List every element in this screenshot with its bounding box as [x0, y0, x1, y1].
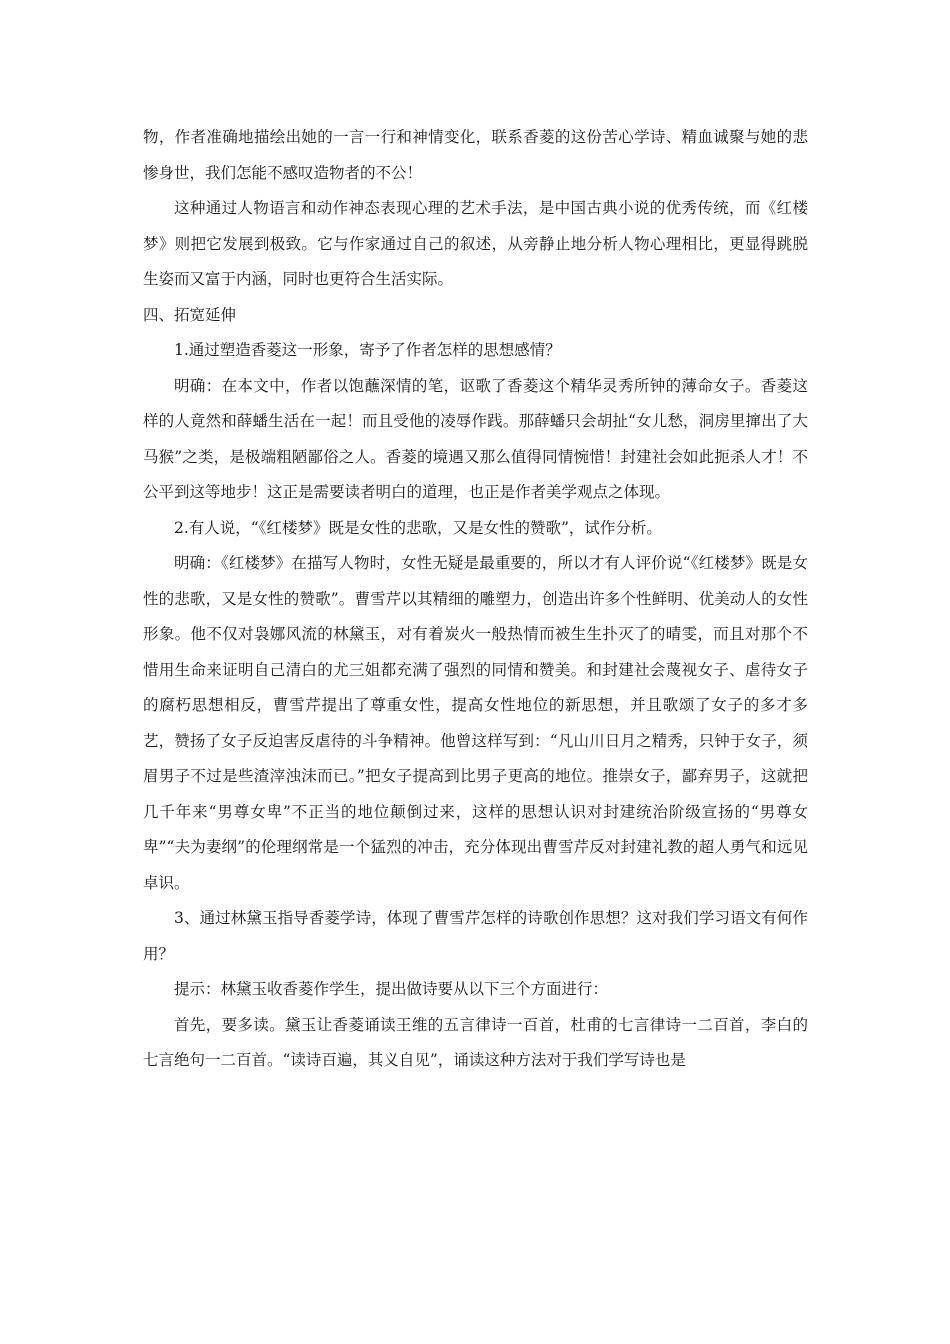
paragraph-art-technique: 这种通过人物语言和动作神态表现心理的艺术手法，是中国古典小说的优秀传统，而《红楼梦》则把它发展到极致。它与作家通过自己的叙述，从旁静止地分析人物心理相比，更显得跳脱生姿而又富于内涵，同时也更符合生活实际。 [143, 199, 808, 288]
hint-3: 提示：林黛玉收香菱作学生，提出做诗要从以下三个方面进行： [174, 980, 609, 998]
answer-2: 明确：《红楼梦》在描写人物时，女性无疑是最重要的，所以才有人评价说“《红楼梦》既是女性的悲歌，又是女性的赞歌”。曹雪芹以其精细的雕塑力，创造出许多个性鲜明、优美动人的女性形象。他不仅对袅娜风流的林黛玉，对有着炭火一般热情而被生生扑灭了的晴雯，而且对那个不惜用生命来证明自己清白的尤三姐都充满了强烈的同情和赞美。和封建社会蔑视女子、虐待女子的腐朽思想相反，曹雪芹提出了尊重女性，提高女性地位的新思想，并且歌颂了女子的多才多艺，赞扬了女子反迫害反虐待的斗争精神。他曾这样写到：“凡山川日月之精秀，只钟于女子，须眉男子不过是些渣滓浊沫而已。”把女子提高到比男子更高的地位。推崇女子，鄙弃男子，这就把几千年来“男尊女卑”不正当的地位颠倒过来，这样的思想认识对封建统治阶级宣扬的“男尊女卑”“夫为妻纲”的伦理纲常是一个猛烈的冲击，充分体现出曹雪芹反对封建礼教的超人勇气和远见卓识。 [143, 554, 808, 892]
question-2: 2.有人说，“《红楼梦》既是女性的悲歌，又是女性的赞歌”，试作分析。 [174, 518, 662, 537]
question-1: 1.通过塑造香菱这一形象，寄予了作者怎样的思想感情？ [174, 341, 561, 359]
answer-1: 明确：在本文中，作者以饱蘸深情的笔，讴歌了香菱这个精华灵秀所钟的薄命女子。香菱这样的人竟然和薛蟠生活在一起！而且受他的凌辱作践。那薛蟠只会胡扯“女儿愁，洞房里撺出了大马猴”之类，是极端粗陋鄙俗之人。香菱的境遇又那么值得同情惋惜！封建社会如此扼杀人才！不公平到这等地步！这正是需要读者明白的道理，也正是作者美学观点之体现。 [143, 376, 808, 501]
paragraph-continuation: 物，作者准确地描绘出她的一言一行和神情变化，联系香菱的这份苦心学诗、精血诚聚与她的悲惨身世，我们怎能不感叹造物者的不公！ [143, 128, 808, 182]
section-heading-extension: 四、拓宽延伸 [143, 305, 237, 324]
hint-3-point-1: 首先，要多读。黛玉让香菱诵读王维的五言律诗一百首，杜甫的七言律诗一二百首，李白的七言绝句一二百首。“读诗百遍，其义自见”，诵读这种方法对于我们学写诗也是 [143, 1015, 808, 1069]
question-3: 3、通过林黛玉指导香菱学诗，体现了曹雪芹怎样的诗歌创作思想？这对我们学习语文有何作用？ [143, 909, 808, 963]
document-body [143, 120, 808, 1079]
